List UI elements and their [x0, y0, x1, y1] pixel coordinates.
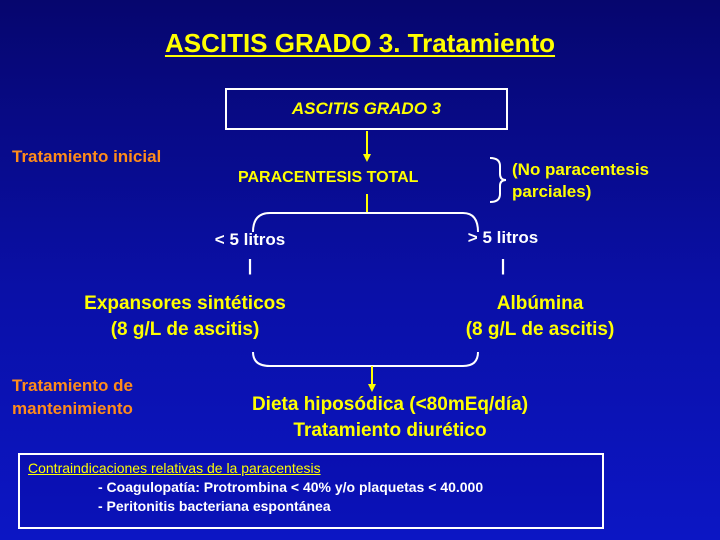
merge-brace — [253, 352, 478, 366]
paracentesis-label: PARACENTESIS TOTAL — [238, 169, 419, 186]
left-treatment-line1: Expansores sintéticos — [84, 293, 286, 314]
maintenance-treatment — [200, 392, 580, 444]
right-treatment — [400, 291, 680, 343]
maintenance-label — [12, 374, 133, 420]
right-pipe: | — [500, 256, 506, 275]
right-treatment-line2: (8 g/L de ascitis) — [465, 319, 615, 340]
left-pipe: | — [247, 256, 253, 275]
ascitis-grado3-box — [225, 88, 508, 130]
contraindication-item: - Peritonitis bacteriana espontánea — [98, 498, 331, 514]
initial-treatment-label: Tratamiento inicial — [12, 147, 162, 166]
right-volume-label: > 5 litros — [467, 228, 539, 247]
left-treatment — [30, 291, 340, 343]
no-partial-note — [512, 159, 649, 203]
no-partial-line2: parciales) — [512, 182, 592, 201]
right-bracket — [490, 158, 506, 202]
right-treatment-line1: Albúmina — [496, 293, 584, 314]
contraindications-box — [18, 453, 604, 529]
left-volume-label: < 5 litros — [214, 230, 286, 249]
maintenance-line2: mantenimiento — [12, 399, 133, 418]
contraindication-item: - Coagulopatía: Protrombina < 40% y/o plaquetas < 40.000 — [98, 479, 484, 495]
left-treatment-line2: (8 g/L de ascitis) — [110, 319, 260, 340]
contraindications-heading: Contraindicaciones relativas de la paracentesis — [28, 460, 321, 476]
diuretic-line: Tratamiento diurético — [293, 420, 487, 441]
no-partial-line1: (No paracentesis — [512, 160, 649, 179]
box-label: ASCITIS GRADO 3 — [291, 99, 442, 118]
diet-line: Dieta hiposódica (<80mEq/día) — [251, 394, 529, 415]
maintenance-line1: Tratamiento de — [12, 376, 133, 395]
page-title: ASCITIS GRADO 3. Tratamiento — [164, 28, 556, 58]
